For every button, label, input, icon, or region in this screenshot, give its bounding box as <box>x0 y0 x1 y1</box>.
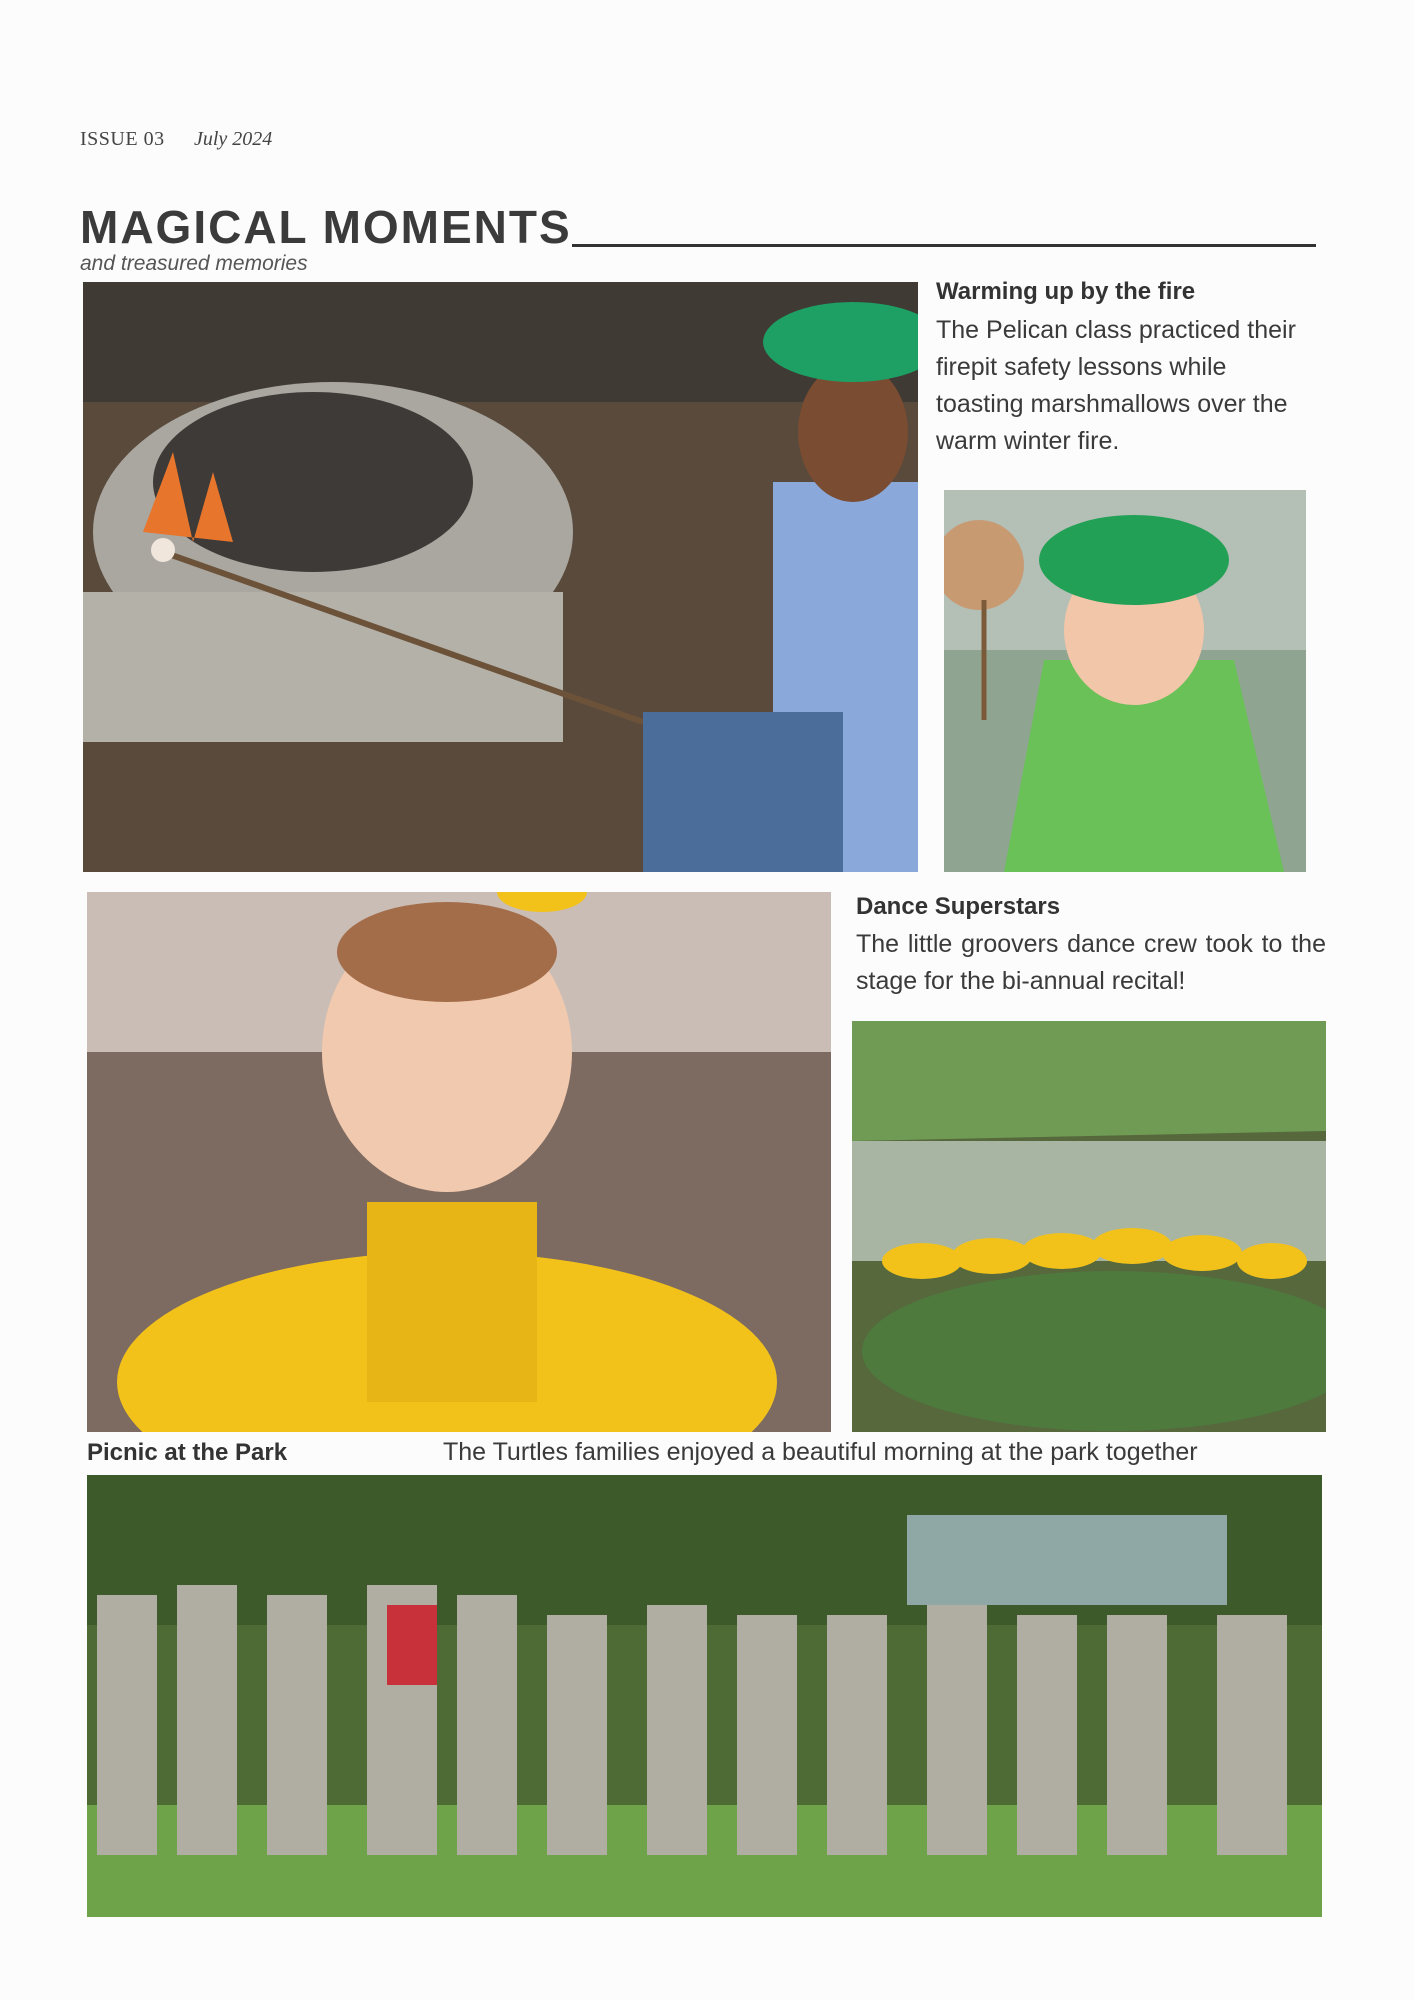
dance-crew-photo <box>852 1021 1326 1432</box>
title-rule <box>572 244 1316 247</box>
picnic-group-photo <box>87 1475 1322 1917</box>
firepit-photo <box>83 282 918 872</box>
marshmallow-photo <box>944 490 1306 872</box>
page-title: MAGICAL MOMENTS <box>80 201 572 253</box>
dance-heading: Dance Superstars <box>856 893 1061 920</box>
fire-body: The Pelican class practiced their firepit safety lessons while toasting marshmallows over the warm winter fire. <box>936 316 1296 455</box>
page-subtitle: and treasured memories <box>80 252 308 275</box>
picnic-heading: Picnic at the Park <box>87 1439 288 1466</box>
issue-number: ISSUE 03 <box>80 128 165 150</box>
dancer-photo <box>87 892 831 1432</box>
dance-body: The little groovers dance crew took to the stage for the bi-annual recital! <box>856 930 1326 995</box>
picnic-body: The Turtles families enjoyed a beautiful morning at the park together <box>443 1438 1198 1466</box>
issue-date: July 2024 <box>194 128 273 150</box>
fire-heading: Warming up by the fire <box>936 278 1196 305</box>
